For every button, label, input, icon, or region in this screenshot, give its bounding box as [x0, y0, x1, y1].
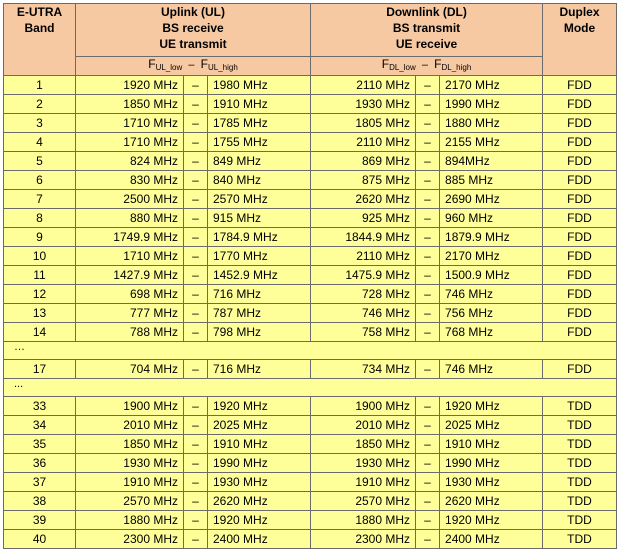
dl-high-cell: 2620 MHz: [440, 492, 543, 511]
band-cell: 9: [4, 228, 76, 247]
dl-dash-cell: –: [416, 473, 440, 492]
band-cell: 38: [4, 492, 76, 511]
dl-low-cell: 1910 MHz: [311, 473, 416, 492]
dl-high-cell: 2400 MHz: [440, 530, 543, 549]
gap-cell: [543, 342, 617, 360]
dl-dash-cell: –: [416, 247, 440, 266]
table-row: [4, 247, 617, 266]
dl-high-cell: 1500.9 MHz: [440, 266, 543, 285]
ul-dash-cell: –: [184, 530, 208, 549]
table-row: [4, 304, 617, 323]
band-header-line: E-UTRA: [16, 5, 63, 19]
duplex-header-line: Duplex: [559, 5, 600, 19]
ul-low-cell: 880 MHz: [76, 209, 184, 228]
band-cell: 5: [4, 152, 76, 171]
duplex-mode-cell: FDD: [543, 133, 617, 152]
gap-cell: [76, 342, 184, 360]
gap-ellipsis: ...: [4, 379, 76, 397]
duplex-mode-cell: TDD: [543, 530, 617, 549]
duplex-mode-cell: FDD: [543, 190, 617, 209]
dl-low-label: F: [381, 57, 390, 71]
ul-low-label: F: [148, 57, 156, 71]
ul-dash-cell: –: [184, 114, 208, 133]
dl-low-cell: 1900 MHz: [311, 397, 416, 416]
duplex-mode-cell: FDD: [543, 114, 617, 133]
duplex-mode-cell: TDD: [543, 511, 617, 530]
table-row: [4, 435, 617, 454]
dl-low-cell: 758 MHz: [311, 323, 416, 342]
ul-low-cell: 1710 MHz: [76, 133, 184, 152]
duplex-mode-cell: TDD: [543, 416, 617, 435]
dl-dash-cell: –: [416, 152, 440, 171]
gap-cell: [208, 379, 311, 397]
table-gap-row: [4, 379, 617, 397]
dl-low-cell: 2620 MHz: [311, 190, 416, 209]
dl-low-cell: 869 MHz: [311, 152, 416, 171]
duplex-mode-cell: TDD: [543, 454, 617, 473]
ul-low-cell: 1749.9 MHz: [76, 228, 184, 247]
ul-low-cell: 1880 MHz: [76, 511, 184, 530]
table-row: [4, 228, 617, 247]
ul-low-cell: 1427.9 MHz: [76, 266, 184, 285]
band-cell: 14: [4, 323, 76, 342]
band-cell: 4: [4, 133, 76, 152]
dl-high-cell: 1880 MHz: [440, 114, 543, 133]
ul-high-cell: 840 MHz: [208, 171, 311, 190]
ul-high-cell: 716 MHz: [208, 360, 311, 379]
ul-dash-cell: –: [184, 511, 208, 530]
band-cell: 12: [4, 285, 76, 304]
duplex-mode-cell: FDD: [543, 323, 617, 342]
table-row: [4, 492, 617, 511]
ul-low-cell: 1910 MHz: [76, 473, 184, 492]
duplex-mode-cell: FDD: [543, 209, 617, 228]
dl-low-cell: 746 MHz: [311, 304, 416, 323]
dl-high-cell: 2690 MHz: [440, 190, 543, 209]
dl-low-cell: 875 MHz: [311, 171, 416, 190]
ul-low-cell: 2500 MHz: [76, 190, 184, 209]
downlink-range-subheader: [311, 57, 543, 76]
dl-low-cell: 2110 MHz: [311, 247, 416, 266]
ul-dash-cell: –: [184, 133, 208, 152]
ul-high-cell: 1920 MHz: [208, 511, 311, 530]
dl-high-cell: 894MHz: [440, 152, 543, 171]
duplex-mode-cell: FDD: [543, 76, 617, 95]
ul-dash-cell: –: [184, 285, 208, 304]
dl-dash-cell: –: [416, 435, 440, 454]
ul-dash-cell: –: [184, 360, 208, 379]
dl-dash-cell: –: [416, 95, 440, 114]
table-row: [4, 397, 617, 416]
dl-high-cell: 1990 MHz: [440, 95, 543, 114]
duplex-mode-cell: FDD: [543, 95, 617, 114]
dl-low-cell: 1930 MHz: [311, 454, 416, 473]
gap-cell: [440, 342, 543, 360]
band-cell: 1: [4, 76, 76, 95]
duplex-mode-cell: TDD: [543, 397, 617, 416]
eutra-band-table: [3, 3, 617, 549]
band-cell: 7: [4, 190, 76, 209]
ul-dash-cell: –: [184, 416, 208, 435]
band-cell: 10: [4, 247, 76, 266]
dl-high-cell: 2170 MHz: [440, 247, 543, 266]
gap-cell: [311, 342, 416, 360]
dl-dash-cell: –: [416, 133, 440, 152]
ul-high-cell: 716 MHz: [208, 285, 311, 304]
gap-cell: [184, 342, 208, 360]
dl-dash-cell: –: [416, 171, 440, 190]
ul-dash-cell: –: [184, 323, 208, 342]
dl-high-cell: 1920 MHz: [440, 511, 543, 530]
gap-cell: [208, 342, 311, 360]
ul-high-cell: 1980 MHz: [208, 76, 311, 95]
band-cell: 35: [4, 435, 76, 454]
table-row: [4, 323, 617, 342]
duplex-mode-cell: FDD: [543, 285, 617, 304]
band-cell: 8: [4, 209, 76, 228]
table-row: [4, 530, 617, 549]
downlink-header-line: BS transmit: [392, 21, 461, 35]
dl-low-cell: 2300 MHz: [311, 530, 416, 549]
ul-low-cell: 788 MHz: [76, 323, 184, 342]
band-cell: 2: [4, 95, 76, 114]
table-gap-row: [4, 342, 617, 360]
ul-dash-cell: –: [184, 171, 208, 190]
table-row: [4, 454, 617, 473]
ul-dash-cell: –: [184, 473, 208, 492]
ul-high-cell: 2620 MHz: [208, 492, 311, 511]
dl-low-cell: 1475.9 MHz: [311, 266, 416, 285]
table-body: [4, 76, 617, 549]
dl-dash-cell: –: [416, 323, 440, 342]
ul-high-cell: 1910 MHz: [208, 95, 311, 114]
dl-dash-cell: –: [416, 285, 440, 304]
band-cell: 39: [4, 511, 76, 530]
ul-low-cell: 1920 MHz: [76, 76, 184, 95]
ul-dash-cell: –: [184, 190, 208, 209]
band-cell: 34: [4, 416, 76, 435]
ul-low-cell: 698 MHz: [76, 285, 184, 304]
ul-high-cell: 2025 MHz: [208, 416, 311, 435]
ul-low-cell: 830 MHz: [76, 171, 184, 190]
uplink-header-line: UE transmit: [159, 37, 227, 51]
dl-dash-cell: –: [416, 304, 440, 323]
table-row: [4, 209, 617, 228]
dl-high-cell: 960 MHz: [440, 209, 543, 228]
ul-low-cell: 704 MHz: [76, 360, 184, 379]
gap-cell: [543, 379, 617, 397]
dl-low-cell: 1880 MHz: [311, 511, 416, 530]
dl-low-cell: 728 MHz: [311, 285, 416, 304]
ul-high-cell: 2570 MHz: [208, 190, 311, 209]
band-cell: 33: [4, 397, 76, 416]
ul-low-cell: 2300 MHz: [76, 530, 184, 549]
table-row: [4, 114, 617, 133]
ul-dash-cell: –: [184, 209, 208, 228]
table-row: [4, 511, 617, 530]
ul-high-cell: 849 MHz: [208, 152, 311, 171]
ul-dash-cell: –: [184, 266, 208, 285]
table-row: [4, 171, 617, 190]
dl-low-cell: 1805 MHz: [311, 114, 416, 133]
table-row: [4, 76, 617, 95]
dl-dash-cell: –: [416, 511, 440, 530]
ul-dash-cell: –: [184, 228, 208, 247]
dl-low-cell: 925 MHz: [311, 209, 416, 228]
dl-dash-cell: –: [416, 209, 440, 228]
dl-dash-cell: –: [416, 454, 440, 473]
gap-cell: [416, 379, 440, 397]
duplex-mode-cell: FDD: [543, 360, 617, 379]
ul-dash-cell: –: [184, 454, 208, 473]
duplex-header-line: Mode: [563, 21, 596, 35]
table-row: [4, 190, 617, 209]
table-row: [4, 266, 617, 285]
ul-dash-cell: –: [184, 152, 208, 171]
ul-high-cell: 2400 MHz: [208, 530, 311, 549]
duplex-column-header: [543, 4, 617, 76]
duplex-mode-cell: FDD: [543, 266, 617, 285]
ul-low-cell: 1710 MHz: [76, 114, 184, 133]
ul-high-cell: 1785 MHz: [208, 114, 311, 133]
dl-high-subscript: DL_high: [441, 63, 472, 72]
band-cell: 40: [4, 530, 76, 549]
gap-cell: [416, 342, 440, 360]
ul-dash-cell: –: [184, 492, 208, 511]
duplex-mode-cell: TDD: [543, 473, 617, 492]
ul-low-cell: 777 MHz: [76, 304, 184, 323]
dl-dash-cell: –: [416, 530, 440, 549]
table-row: [4, 285, 617, 304]
duplex-mode-cell: FDD: [543, 228, 617, 247]
dl-high-cell: 885 MHz: [440, 171, 543, 190]
dl-high-label: F: [434, 57, 442, 71]
dl-high-cell: 2170 MHz: [440, 76, 543, 95]
table-row: [4, 473, 617, 492]
dl-high-cell: 746 MHz: [440, 285, 543, 304]
uplink-range-subheader: [76, 57, 311, 76]
gap-ellipsis: …: [4, 342, 76, 360]
ul-range-dash: –: [188, 59, 195, 71]
ul-low-cell: 1710 MHz: [76, 247, 184, 266]
dl-dash-cell: –: [416, 228, 440, 247]
downlink-header-line: Downlink (DL): [386, 5, 467, 19]
band-column-header: [4, 4, 76, 76]
table-row: [4, 416, 617, 435]
dl-high-cell: 1920 MHz: [440, 397, 543, 416]
gap-cell: [184, 379, 208, 397]
dl-range-dash: –: [421, 59, 429, 71]
ul-high-cell: 1990 MHz: [208, 454, 311, 473]
ul-high-cell: 1755 MHz: [208, 133, 311, 152]
band-cell: 11: [4, 266, 76, 285]
ul-high-cell: 787 MHz: [208, 304, 311, 323]
ul-dash-cell: –: [184, 247, 208, 266]
dl-dash-cell: –: [416, 190, 440, 209]
ul-high-cell: 915 MHz: [208, 209, 311, 228]
ul-high-subscript: UL_high: [207, 63, 238, 72]
dl-high-cell: 1879.9 MHz: [440, 228, 543, 247]
ul-high-cell: 1930 MHz: [208, 473, 311, 492]
dl-dash-cell: –: [416, 76, 440, 95]
dl-dash-cell: –: [416, 114, 440, 133]
ul-high-cell: 1920 MHz: [208, 397, 311, 416]
dl-low-cell: 2110 MHz: [311, 76, 416, 95]
dl-low-cell: 2570 MHz: [311, 492, 416, 511]
dl-high-cell: 1930 MHz: [440, 473, 543, 492]
duplex-mode-cell: FDD: [543, 171, 617, 190]
duplex-mode-cell: FDD: [543, 304, 617, 323]
band-cell: 36: [4, 454, 76, 473]
dl-dash-cell: –: [416, 266, 440, 285]
band-cell: 13: [4, 304, 76, 323]
ul-low-cell: 1850 MHz: [76, 435, 184, 454]
table-row: [4, 360, 617, 379]
ul-low-subscript: UL_low: [155, 63, 183, 72]
ul-low-cell: 2010 MHz: [76, 416, 184, 435]
duplex-mode-cell: TDD: [543, 492, 617, 511]
uplink-header-line: BS receive: [162, 21, 224, 35]
ul-low-cell: 1930 MHz: [76, 454, 184, 473]
ul-low-cell: 1850 MHz: [76, 95, 184, 114]
dl-dash-cell: –: [416, 416, 440, 435]
ul-high-cell: 1784.9 MHz: [208, 228, 311, 247]
ul-dash-cell: –: [184, 435, 208, 454]
band-cell: 37: [4, 473, 76, 492]
downlink-column-header: [311, 4, 543, 57]
table-row: [4, 152, 617, 171]
ul-low-cell: 1900 MHz: [76, 397, 184, 416]
dl-high-cell: 746 MHz: [440, 360, 543, 379]
dl-dash-cell: –: [416, 397, 440, 416]
band-cell: 17: [4, 360, 76, 379]
ul-low-cell: 2570 MHz: [76, 492, 184, 511]
dl-dash-cell: –: [416, 492, 440, 511]
duplex-mode-cell: FDD: [543, 152, 617, 171]
uplink-header-line: Uplink (UL): [161, 5, 225, 19]
ul-high-cell: 1910 MHz: [208, 435, 311, 454]
gap-cell: [76, 379, 184, 397]
dl-low-cell: 1850 MHz: [311, 435, 416, 454]
dl-high-cell: 1990 MHz: [440, 454, 543, 473]
ul-dash-cell: –: [184, 76, 208, 95]
dl-low-cell: 2110 MHz: [311, 133, 416, 152]
dl-low-cell: 1844.9 MHz: [311, 228, 416, 247]
ul-low-cell: 824 MHz: [76, 152, 184, 171]
dl-high-cell: 1910 MHz: [440, 435, 543, 454]
duplex-mode-cell: FDD: [543, 247, 617, 266]
table-header: [4, 4, 617, 76]
ul-dash-cell: –: [184, 397, 208, 416]
ul-high-cell: 1770 MHz: [208, 247, 311, 266]
duplex-mode-cell: TDD: [543, 435, 617, 454]
dl-high-cell: 2025 MHz: [440, 416, 543, 435]
dl-low-cell: 2010 MHz: [311, 416, 416, 435]
dl-high-cell: 756 MHz: [440, 304, 543, 323]
ul-high-label: F: [200, 57, 208, 71]
band-cell: 3: [4, 114, 76, 133]
table-row: [4, 133, 617, 152]
dl-low-cell: 1930 MHz: [311, 95, 416, 114]
ul-high-cell: 798 MHz: [208, 323, 311, 342]
gap-cell: [440, 379, 543, 397]
uplink-column-header: [76, 4, 311, 57]
ul-dash-cell: –: [184, 304, 208, 323]
dl-dash-cell: –: [416, 360, 440, 379]
ul-high-cell: 1452.9 MHz: [208, 266, 311, 285]
downlink-header-line: UE receive: [395, 37, 458, 51]
table-row: [4, 95, 617, 114]
dl-high-cell: 2155 MHz: [440, 133, 543, 152]
dl-low-subscript: DL_low: [389, 63, 416, 72]
ul-dash-cell: –: [184, 95, 208, 114]
dl-low-cell: 734 MHz: [311, 360, 416, 379]
dl-high-cell: 768 MHz: [440, 323, 543, 342]
band-header-line: Band: [24, 21, 55, 35]
band-cell: 6: [4, 171, 76, 190]
gap-cell: [311, 379, 416, 397]
